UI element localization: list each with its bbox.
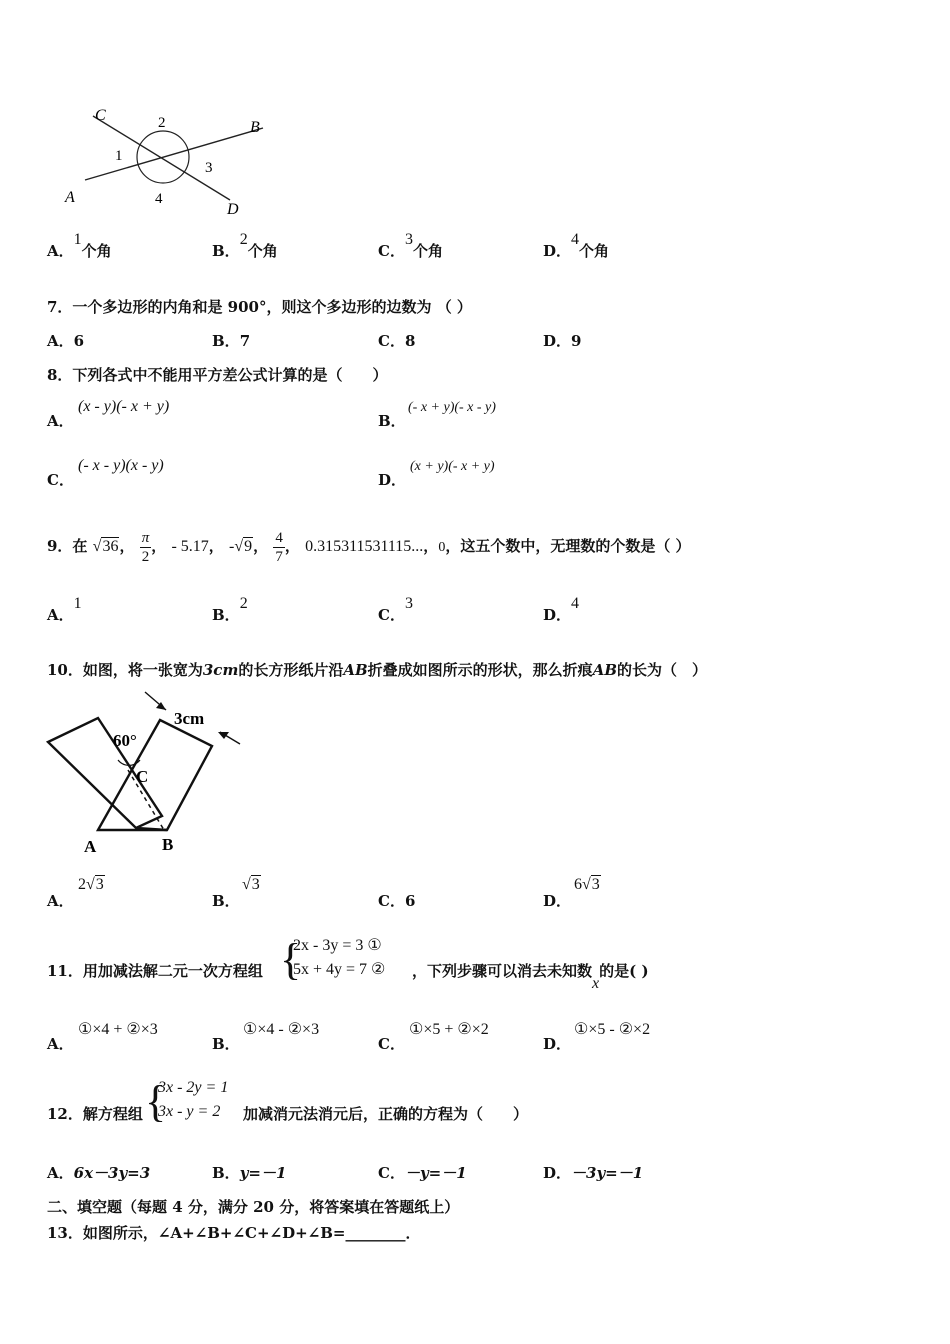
label-4: 4	[155, 191, 163, 207]
label-b: B	[250, 119, 260, 136]
q11-brace: {	[280, 935, 302, 984]
q11-expr-b: ①×4 - ②×3	[243, 1021, 320, 1038]
label-c: C	[95, 107, 106, 124]
q12-suffix: 加减消元法消元后，正确的方程为（ ）	[243, 1105, 529, 1123]
arrowhead-right	[218, 732, 229, 739]
q10-stem: 10．如图，将一张宽为3cm的长方形纸片沿AB折叠成如图所示的形状，那么折痕AB的长为（ ）	[47, 661, 708, 679]
q12-option-a[interactable]: A．6x－3y=3	[47, 1164, 151, 1182]
q8-expr-d: (x + y)(- x + y)	[410, 459, 495, 474]
line-ab	[85, 128, 263, 180]
q8-option-d[interactable]: D．	[378, 471, 407, 489]
q9-stem: 9．在 √36， $\frac{\pi}{2}$ ， - 5.17， -√9， $\frac{4}{7}$ ， 0.315311531115...，0，这五个数中，无理数的个数是（ ）	[47, 529, 691, 565]
q8-option-a[interactable]: A．	[47, 412, 74, 430]
q11-option-a[interactable]: A．	[47, 1035, 74, 1053]
frac-4-7: $\frac{4}{7}$	[275, 529, 283, 565]
q7-option-b[interactable]: B．7	[212, 332, 251, 350]
q11-expr-d: ①×5 - ②×2	[574, 1021, 651, 1038]
q6-option-d[interactable]: D．4个角	[543, 231, 610, 260]
q9-option-a[interactable]: A．1	[47, 595, 82, 624]
q7-option-d[interactable]: D．9	[543, 332, 582, 350]
q11-option-d[interactable]: D．	[543, 1035, 572, 1053]
q8-expr-b: (- x + y)(- x - y)	[408, 400, 496, 415]
q11-system: 2x - 3y = 3 ① 5x + 4y = 7 ②	[293, 937, 386, 978]
q8-expr-a: (x - y)(- x + y)	[78, 398, 170, 415]
q12-brace: {	[145, 1077, 167, 1126]
q12-option-b[interactable]: B．y=－1	[212, 1164, 287, 1182]
q8-option-b[interactable]: B．	[378, 412, 406, 430]
q9-option-b[interactable]: B．2	[212, 595, 248, 624]
q10-option-a[interactable]: A．	[47, 892, 74, 910]
q11-option-c[interactable]: C．	[378, 1035, 405, 1053]
q7-option-a[interactable]: A．6	[47, 332, 85, 350]
section-2-heading: 二、填空题（每题 4 分，满分 20 分，将答案填在答题纸上）	[47, 1198, 460, 1216]
q9-option-d[interactable]: D．4	[543, 595, 580, 624]
q12-prefix: 12．解方程组	[47, 1105, 143, 1123]
angles-figure	[55, 100, 285, 225]
label-2: 2	[158, 115, 166, 131]
q11-expr-a: ①×4 + ②×3	[78, 1021, 158, 1038]
width-label: 3cm	[174, 709, 205, 728]
q6-option-a[interactable]: A．1个角	[47, 231, 112, 260]
sqrt-9: √9	[234, 538, 253, 555]
q11-prefix: 11．用加减法解二元一次方程组	[47, 962, 263, 980]
q10-expr-d: 6√3	[574, 876, 600, 893]
q9-option-c[interactable]: C．3	[378, 595, 413, 624]
label-a: A	[65, 189, 75, 206]
label-1: 1	[115, 148, 123, 164]
q10-expr-a: 2√3	[78, 876, 104, 893]
q11-option-b[interactable]: B．	[212, 1035, 240, 1053]
label-a: A	[84, 837, 97, 856]
q12-option-c[interactable]: C．－y=－1	[378, 1164, 467, 1182]
q6-option-c[interactable]: C．3个角	[378, 231, 443, 260]
q10-option-d[interactable]: D．	[543, 892, 572, 910]
q11-suffix: ，下列步骤可以消去未知数x的是( )	[412, 962, 649, 992]
q12-option-d[interactable]: D．－3y=－1	[543, 1164, 644, 1182]
q6-option-b[interactable]: B．2个角	[212, 231, 278, 260]
q8-stem: 8．下列各式中不能用平方差公式计算的是（ ）	[47, 366, 388, 384]
q10-option-c[interactable]: C．6	[378, 892, 416, 910]
sqrt-36: √36	[92, 538, 119, 555]
folded-paper-figure	[40, 688, 255, 858]
q8-option-c[interactable]: C．	[47, 471, 74, 489]
q7-option-c[interactable]: C．8	[378, 332, 416, 350]
frac-pi-2: $\frac{\pi}{2}$	[141, 529, 150, 565]
q11-expr-c: ①×5 + ②×2	[409, 1021, 489, 1038]
q10-expr-b: √3	[242, 876, 260, 893]
angle-label: 60°	[113, 731, 137, 750]
label-3: 3	[205, 160, 213, 176]
q10-option-b[interactable]: B．	[212, 892, 240, 910]
label-c: C	[136, 767, 149, 786]
q7-stem: 7．一个多边形的内角和是 900°，则这个多边形的边数为 （ ）	[47, 298, 472, 316]
q12-system: 3x - 2y = 1 3x - y = 2	[158, 1079, 229, 1120]
q8-expr-c: (- x - y)(x - y)	[78, 457, 164, 474]
label-d: D	[227, 201, 239, 218]
label-b: B	[162, 835, 174, 854]
q13-stem: 13．如图所示，∠A+∠B+∠C+∠D+∠B=________．	[47, 1224, 421, 1242]
